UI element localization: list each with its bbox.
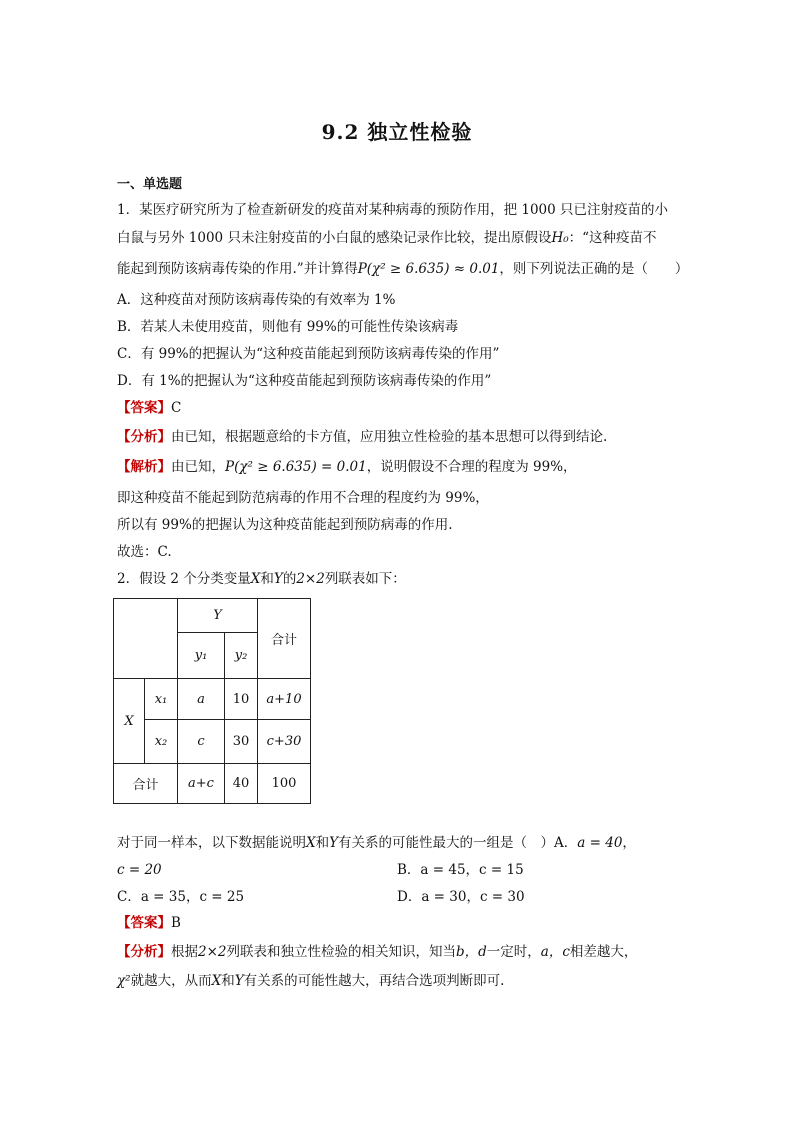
table-cell: c+30 — [258, 720, 311, 764]
q2-analysis-d: 相差越大， — [569, 944, 638, 960]
section-heading: 一、单选题 — [117, 177, 183, 192]
q1-analysis — [117, 428, 677, 446]
table-y-header: Y — [178, 599, 258, 633]
q2-analysis-b: 列联表和独立性检验的相关知识，知当 — [226, 944, 456, 960]
solution-formula: P(χ² ≥ 6.635) = 0.01 — [225, 459, 367, 475]
solution-tag: 【解析】 — [117, 459, 171, 475]
q1-option-d: D．有 1%的把握认为“这种疫苗能起到预防该病毒传染的作用” — [117, 373, 492, 389]
table-total-row-label: 合计 — [114, 764, 178, 804]
table-cell: 10 — [225, 679, 258, 720]
chi-square-symbol: χ² — [117, 973, 131, 989]
q1-stem-line2-text: 白鼠与另外 1000 只未注射疫苗的小白鼠的感染记录作比较，提出原假设 — [117, 230, 552, 246]
q2-analysis — [117, 943, 677, 961]
table-cell: 100 — [258, 764, 311, 804]
table-cell: 30 — [225, 720, 258, 764]
q2-option-a-part1: a = 40 — [577, 835, 623, 851]
q2-stem — [117, 570, 677, 588]
q2-analysis-size: 2×2 — [198, 944, 227, 960]
q2-option-b: B．a = 45，c = 15 — [397, 862, 524, 878]
q2-stem-a: 2．假设 2 个分类变量 — [117, 571, 251, 587]
answer-tag: 【答案】 — [117, 400, 171, 416]
q1-option-b: B．若某人未使用疫苗，则他有 99%的可能性传染该病毒 — [117, 319, 459, 335]
q2-stem-b: 的 — [282, 571, 297, 587]
var-y: Y — [273, 571, 283, 587]
q1-stem-line3 — [117, 260, 689, 278]
q2-stem-c: 列联表如下： — [324, 571, 406, 587]
comma: ， — [622, 835, 636, 851]
h0-symbol: H₀ — [551, 230, 569, 246]
q2-question — [117, 834, 677, 852]
q2-table-size: 2×2 — [296, 571, 325, 587]
q2-analysis-c: 一定时， — [486, 944, 541, 960]
q2-and: 和 — [260, 571, 274, 587]
contingency-table — [113, 598, 311, 804]
analysis-tag: 【分析】 — [117, 429, 171, 445]
table-x2-label: x₂ — [145, 720, 178, 764]
q1-probability-formula: P(χ² ≥ 6.635) ≈ 0.01 — [357, 261, 500, 277]
table-x1-label: x₁ — [145, 679, 178, 720]
table-y2-header: y₂ — [225, 633, 258, 679]
answer-value: C — [171, 400, 182, 416]
var-x: X — [250, 571, 261, 587]
table-corner-cell — [114, 599, 178, 679]
q1-solution-line4: 故选：C. — [117, 544, 172, 560]
q2-option-a-part2: c = 20 — [117, 862, 162, 878]
q1-solution — [117, 458, 677, 476]
q2-bd: b，d — [456, 944, 487, 960]
q1-solution-line3: 所以有 99%的把握认为这种疫苗能起到预防病毒的作用. — [117, 517, 453, 533]
q2-analysis-a: 根据 — [171, 944, 198, 960]
q2-options-row1 — [117, 861, 677, 879]
table-cell: c — [178, 720, 225, 764]
analysis-text: 由已知，根据题意给的卡方值，应用独立性检验的基本思想可以得到结论. — [171, 429, 608, 445]
q1-stem-line2-quote: ：“这种疫苗不 — [568, 230, 657, 246]
q1-stem-line3-end: ，则下列说法正确的是（ ） — [499, 261, 689, 277]
q2-and: 和 — [315, 835, 330, 851]
table-cell: a+10 — [258, 679, 311, 720]
q1-solution-line2: 即这种疫苗不能起到防范病毒的作用不合理的程度约为 99%， — [117, 490, 489, 506]
solution-text-a: 由已知， — [171, 459, 225, 475]
table-x-label: X — [114, 679, 145, 764]
var-y: Y — [329, 835, 339, 851]
q2-ac: a，c — [540, 944, 570, 960]
q2-option-d: D．a = 30，c = 30 — [397, 889, 525, 905]
q2-analysis-line2 — [117, 972, 677, 990]
q2-option-c: C．a = 35，c = 25 — [117, 889, 245, 905]
q1-answer — [117, 399, 677, 417]
q2-and: 和 — [221, 973, 235, 989]
var-x: X — [211, 973, 222, 989]
table-y1-header: y₁ — [178, 633, 225, 679]
q2-options-row2 — [117, 888, 677, 906]
var-y: Y — [234, 973, 244, 989]
table-total-header: 合计 — [258, 599, 311, 679]
q1-option-c: C．有 99%的把握认为“这种疫苗能起到预防该病毒传染的作用” — [117, 346, 500, 362]
solution-text-b: ，说明假设不合理的程度为 99%， — [366, 459, 577, 475]
var-x: X — [306, 835, 316, 851]
analysis-tag: 【分析】 — [117, 944, 171, 960]
answer-tag: 【答案】 — [117, 915, 171, 931]
table-cell: 40 — [225, 764, 258, 804]
table-cell: a+c — [178, 764, 225, 804]
q2-answer — [117, 914, 677, 932]
q1-option-a: A．这种疫苗对预防该病毒传染的有效率为 1% — [117, 292, 396, 308]
q2-analysis2-a: 就越大，从而 — [130, 973, 212, 989]
page-title: 9.2 独立性检验 — [321, 120, 473, 144]
table-cell: a — [178, 679, 225, 720]
q1-stem-line2 — [117, 229, 677, 247]
q2-ask-a: 对于同一样本，以下数据能说明 — [117, 835, 306, 851]
q2-ask-b: 有关系的可能性最大的一组是（ ）A． — [338, 835, 578, 851]
q2-analysis2-b: 有关系的可能性越大，再结合选项判断即可. — [243, 973, 505, 989]
answer-value: B — [171, 915, 181, 931]
q1-stem-line3-text: 能起到预防该病毒传染的作用.”并计算得 — [117, 261, 358, 277]
q1-stem-line1: 1．某医疗研究所为了检查新研发的疫苗对某种病毒的预防作用，把 1000 只已注射疫苗的小 — [117, 202, 669, 218]
